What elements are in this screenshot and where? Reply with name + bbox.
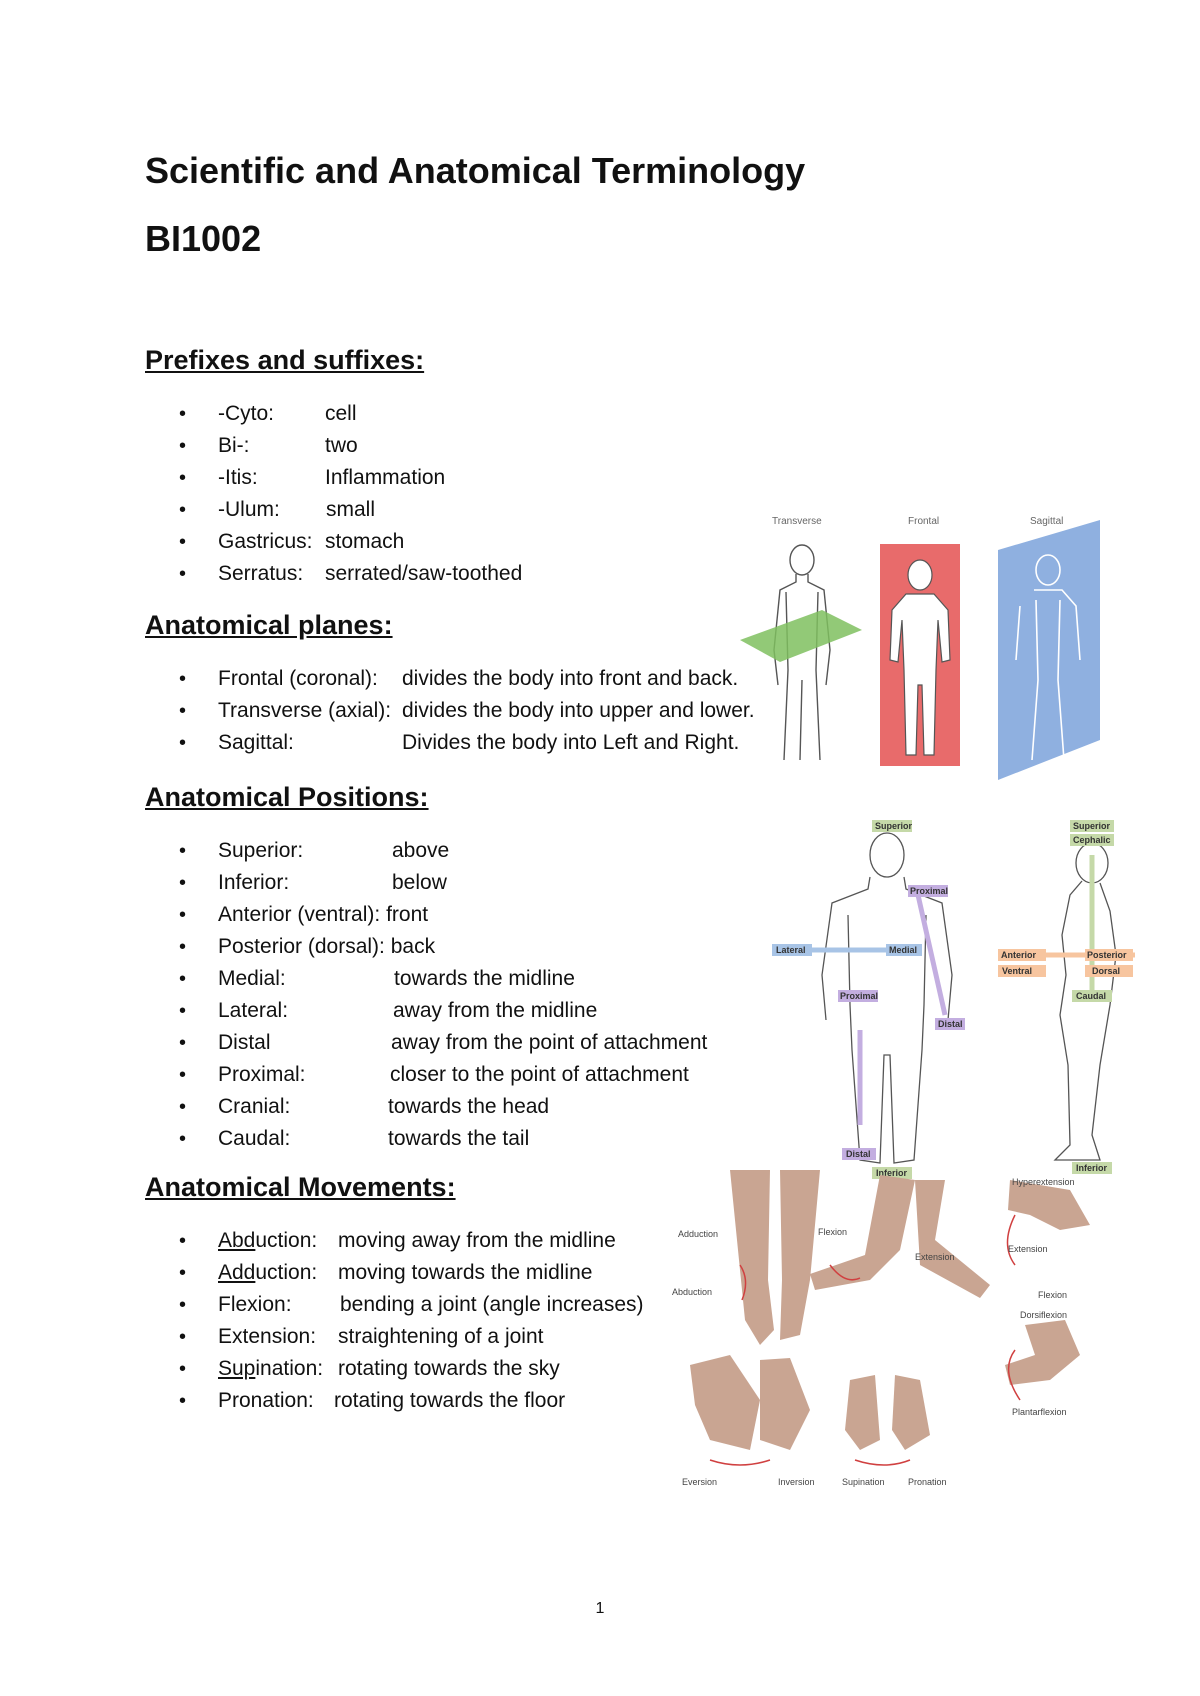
- superior-label: Superior: [875, 821, 913, 831]
- list-item: [145, 494, 705, 526]
- definition: closer to the point of attachment: [390, 1063, 689, 1086]
- list-item: [145, 1385, 665, 1417]
- list-item: [145, 398, 705, 430]
- term: Abduction:: [218, 1229, 318, 1252]
- anterior-label: Anterior: [1001, 950, 1037, 960]
- pronation-label: Pronation: [908, 1477, 947, 1487]
- caudal-label: Caudal: [1076, 991, 1107, 1001]
- sagittal-plane: [998, 520, 1100, 780]
- list-item: [145, 1027, 765, 1059]
- list-item: [145, 462, 705, 494]
- term: Supination:: [218, 1357, 324, 1380]
- list-item: [145, 663, 785, 695]
- list-item: [145, 931, 765, 963]
- term: Flexion:: [218, 1293, 292, 1316]
- definition: cell: [325, 402, 357, 425]
- term: Anterior (ventral):: [218, 903, 381, 926]
- flexion-foot-label: Flexion: [1038, 1290, 1068, 1300]
- definition: moving away from the midline: [338, 1229, 616, 1252]
- planes-figure: [740, 510, 1110, 785]
- definition: straightening of a joint: [338, 1325, 544, 1348]
- term: Posterior (dorsal):: [218, 935, 385, 958]
- list-item: [145, 430, 705, 462]
- definition: stomach: [325, 530, 405, 553]
- distal-leg-label: Distal: [846, 1149, 871, 1159]
- term: Lateral:: [218, 999, 289, 1022]
- positions-figure: [770, 815, 1135, 1180]
- cephalic-label: Cephalic: [1073, 835, 1111, 845]
- list-item: [145, 1353, 665, 1385]
- movements-figure: [670, 1170, 1100, 1495]
- positions-list: [145, 835, 765, 1155]
- transverse-label: Transverse: [772, 516, 822, 527]
- supination-label: Supination: [842, 1477, 885, 1487]
- planes-list: [145, 663, 785, 759]
- page-number: 1: [595, 1600, 605, 1617]
- term: Transverse (axial):: [218, 699, 392, 722]
- inversion-label: Inversion: [778, 1477, 815, 1487]
- plantarflexion-label: Plantarflexion: [1012, 1407, 1067, 1417]
- arm-arrow: [918, 895, 945, 1015]
- term: -Cyto:: [218, 402, 275, 425]
- list-item: [145, 526, 705, 558]
- proximal-leg-label: Proximal: [840, 991, 879, 1001]
- list-item: [145, 695, 785, 727]
- definition: small: [326, 498, 376, 521]
- definition: bending a joint (angle increases): [340, 1293, 644, 1316]
- extension-leg-label: Extension: [915, 1252, 955, 1262]
- list-item: [145, 867, 765, 899]
- definition: rotating towards the floor: [334, 1389, 566, 1412]
- definition: Divides the body into Left and Right.: [402, 731, 740, 754]
- definition: moving towards the midline: [338, 1261, 593, 1284]
- ventral-label: Ventral: [1002, 966, 1033, 976]
- flexion-leg-label: Flexion: [818, 1227, 848, 1237]
- list-item: [145, 1123, 765, 1155]
- superior-side-label: Superior: [1073, 821, 1111, 831]
- list-item: [145, 727, 785, 759]
- dorsiflexion-label: Dorsiflexion: [1020, 1310, 1068, 1320]
- term: -Itis:: [218, 466, 258, 489]
- definition: towards the midline: [394, 967, 575, 990]
- page-title: Scientific and Anatomical Terminology: [145, 150, 806, 191]
- adduction-label: Adduction: [678, 1229, 719, 1239]
- term: Serratus:: [218, 562, 304, 585]
- list-item: [145, 1059, 765, 1091]
- definition: back: [390, 935, 436, 958]
- term: Medial:: [218, 967, 286, 990]
- term: Proximal:: [218, 1063, 306, 1086]
- sagittal-label: Sagittal: [1030, 516, 1064, 527]
- inferior-label: Inferior: [876, 1168, 908, 1178]
- eversion-label: Eversion: [682, 1477, 718, 1487]
- posterior-label: Posterior: [1087, 950, 1127, 960]
- list-item: [145, 995, 765, 1027]
- definition: away from the midline: [393, 999, 598, 1022]
- term: Caudal:: [218, 1127, 291, 1150]
- positions-heading: Anatomical Positions:: [145, 782, 429, 812]
- list-item: [145, 1257, 665, 1289]
- term: Adduction:: [218, 1261, 318, 1284]
- movements-heading: Anatomical Movements:: [145, 1172, 456, 1202]
- lateral-label: Lateral: [776, 945, 806, 955]
- extension-foot-label: Extension: [1008, 1244, 1048, 1254]
- course-code: BI1002: [145, 218, 262, 259]
- term: Pronation:: [218, 1389, 314, 1412]
- distal-label: Distal: [938, 1019, 963, 1029]
- term: Inferior:: [218, 871, 290, 894]
- definition: divides the body into front and back.: [402, 667, 739, 690]
- abduction-label: Abduction: [672, 1287, 713, 1297]
- definition: serrated/saw-toothed: [325, 562, 523, 585]
- term: -Ulum:: [218, 498, 280, 521]
- list-item: [145, 963, 765, 995]
- list-item: [145, 1289, 665, 1321]
- definition: front: [386, 903, 429, 926]
- term: Superior:: [218, 839, 304, 862]
- definition: away from the point of attachment: [391, 1031, 708, 1054]
- list-item: [145, 835, 765, 867]
- term: Bi-:: [218, 434, 250, 457]
- definition: above: [392, 839, 450, 862]
- frontal-label: Frontal: [908, 516, 940, 527]
- list-item: [145, 1225, 665, 1257]
- planes-heading: Anatomical planes:: [145, 610, 393, 640]
- term: Sagittal:: [218, 731, 294, 754]
- transverse-plane: [740, 610, 862, 662]
- prefixes-heading: Prefixes and suffixes:: [145, 345, 425, 375]
- term: Distal: [218, 1031, 271, 1054]
- proximal-label: Proximal: [910, 886, 949, 896]
- inferior-side-label: Inferior: [1076, 1163, 1108, 1173]
- medial-label: Medial: [889, 945, 918, 955]
- definition: towards the head: [388, 1095, 550, 1118]
- list-item: [145, 1091, 765, 1123]
- term: Extension:: [218, 1325, 317, 1348]
- hyperextension-label: Hyperextension: [1012, 1177, 1075, 1187]
- definition: divides the body into upper and lower.: [402, 699, 755, 722]
- definition: rotating towards the sky: [338, 1357, 560, 1380]
- definition: below: [392, 871, 447, 894]
- term: Gastricus:: [218, 530, 313, 553]
- term: Cranial:: [218, 1095, 291, 1118]
- prefixes-list: [145, 398, 705, 590]
- definition: Inflammation: [325, 466, 446, 489]
- term: Frontal (coronal):: [218, 667, 378, 690]
- definition: towards the tail: [388, 1127, 530, 1150]
- definition: two: [325, 434, 358, 457]
- dorsal-label: Dorsal: [1092, 966, 1121, 976]
- list-item: [145, 558, 705, 590]
- list-item: [145, 899, 765, 931]
- list-item: [145, 1321, 665, 1353]
- movements-list: [145, 1225, 665, 1417]
